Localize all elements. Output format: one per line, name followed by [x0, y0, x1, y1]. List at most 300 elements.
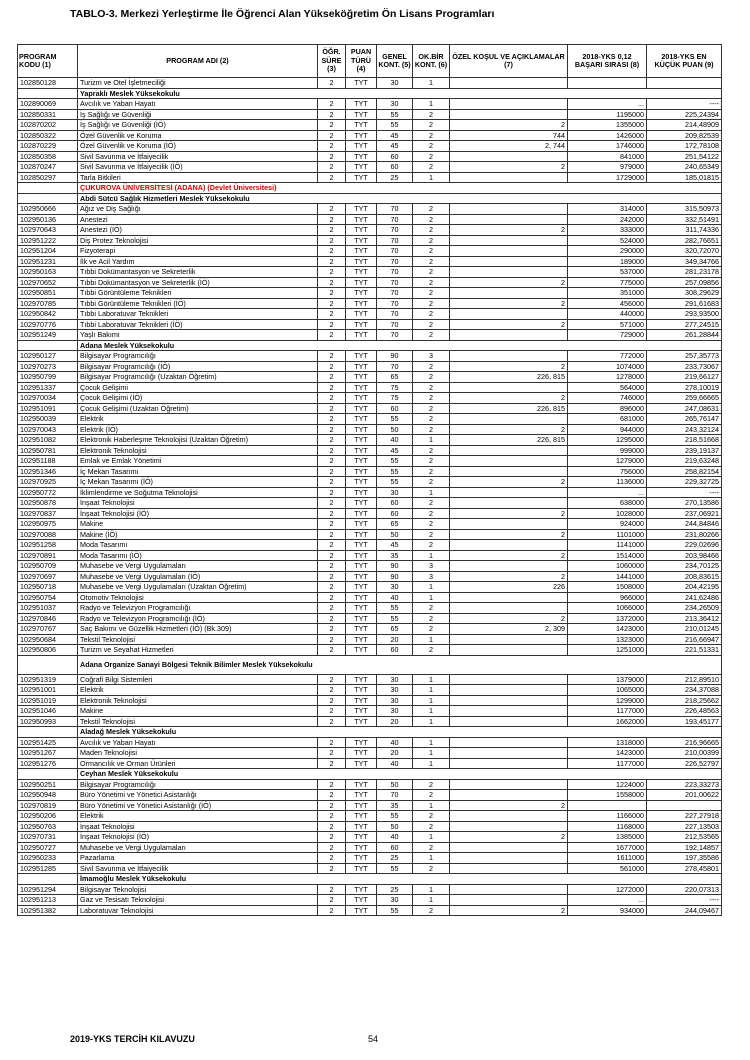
- general-quota-cell: 20: [377, 748, 413, 759]
- program-code-cell: 102951082: [18, 435, 78, 446]
- program-name-cell: İnşaat Teknolojisi (İÖ): [78, 832, 318, 843]
- general-quota-cell: 20: [377, 716, 413, 727]
- program-name-cell: Makine: [78, 519, 318, 530]
- general-quota-cell: 65: [377, 624, 413, 635]
- program-code-cell: 102970273: [18, 361, 78, 372]
- table-row: [18, 172, 722, 183]
- general-quota-cell: 55: [377, 905, 413, 916]
- program-code-cell: 102951267: [18, 748, 78, 759]
- conditions-cell: [450, 466, 568, 477]
- score-type-cell: TYT: [346, 716, 377, 727]
- program-code-cell: 102950842: [18, 309, 78, 320]
- score-type-cell: TYT: [346, 477, 377, 488]
- general-quota-cell: 45: [377, 540, 413, 551]
- program-name-cell: Sivil Savunma ve İtfaiyecilik: [78, 863, 318, 874]
- duration-cell: 2: [318, 895, 346, 906]
- rank-cell: 1508000: [568, 582, 647, 593]
- general-quota-cell: 70: [377, 214, 413, 225]
- header-ok-quota: OK.BİR KONT. (6): [413, 45, 450, 78]
- general-quota-cell: 30: [377, 685, 413, 696]
- school-name: Aladağ Meslek Yüksekokulu: [78, 727, 722, 738]
- rank-cell: 1166000: [568, 811, 647, 822]
- ok-quota-cell: 2: [413, 235, 450, 246]
- header-score-type: PUAN TÜRÜ (4): [346, 45, 377, 78]
- program-code-cell: 102970043: [18, 424, 78, 435]
- ok-quota-cell: 3: [413, 571, 450, 582]
- score-type-cell: TYT: [346, 645, 377, 656]
- score-type-cell: TYT: [346, 748, 377, 759]
- duration-cell: 2: [318, 298, 346, 309]
- table-row: [18, 645, 722, 656]
- duration-cell: 2: [318, 540, 346, 551]
- min-score-cell: [647, 800, 722, 811]
- table-row: [18, 811, 722, 822]
- duration-cell: 2: [318, 109, 346, 120]
- min-score-cell: 234,37088: [647, 685, 722, 696]
- min-score-cell: 251,54122: [647, 151, 722, 162]
- program-name-cell: İnşaat Teknolojisi (İÖ): [78, 508, 318, 519]
- score-type-cell: TYT: [346, 800, 377, 811]
- conditions-cell: 226: [450, 582, 568, 593]
- conditions-cell: [450, 519, 568, 530]
- table-row: [18, 309, 722, 320]
- min-score-cell: 226,48563: [647, 706, 722, 717]
- table-row: [18, 235, 722, 246]
- conditions-cell: [450, 445, 568, 456]
- ok-quota-cell: 2: [413, 130, 450, 141]
- ok-quota-cell: 2: [413, 246, 450, 257]
- score-type-cell: TYT: [346, 821, 377, 832]
- general-quota-cell: 40: [377, 758, 413, 769]
- score-type-cell: TYT: [346, 393, 377, 404]
- conditions-cell: [450, 267, 568, 278]
- ok-quota-cell: 2: [413, 456, 450, 467]
- general-quota-cell: 40: [377, 832, 413, 843]
- score-type-cell: TYT: [346, 487, 377, 498]
- general-quota-cell: 45: [377, 445, 413, 456]
- score-type-cell: TYT: [346, 403, 377, 414]
- general-quota-cell: 70: [377, 790, 413, 801]
- rank-cell: 775000: [568, 277, 647, 288]
- ok-quota-cell: 1: [413, 634, 450, 645]
- min-score-cell: 234,70125: [647, 561, 722, 572]
- min-score-cell: 233,73067: [647, 361, 722, 372]
- conditions-cell: 2, 744: [450, 141, 568, 152]
- rank-cell: 756000: [568, 466, 647, 477]
- score-type-cell: TYT: [346, 832, 377, 843]
- program-code-cell: 102951276: [18, 758, 78, 769]
- general-quota-cell: 50: [377, 779, 413, 790]
- table-row: [18, 435, 722, 446]
- conditions-cell: [450, 603, 568, 614]
- rank-cell: 1385000: [568, 832, 647, 843]
- duration-cell: 2: [318, 414, 346, 425]
- conditions-cell: 226, 815: [450, 403, 568, 414]
- conditions-cell: 2: [450, 550, 568, 561]
- duration-cell: 2: [318, 508, 346, 519]
- ok-quota-cell: 2: [413, 403, 450, 414]
- program-code-cell: 102950993: [18, 716, 78, 727]
- program-code-cell: 102951037: [18, 603, 78, 614]
- score-type-cell: TYT: [346, 466, 377, 477]
- school-heading-row: [18, 88, 722, 99]
- score-type-cell: TYT: [346, 582, 377, 593]
- conditions-cell: [450, 414, 568, 425]
- score-type-cell: TYT: [346, 172, 377, 183]
- rank-cell: 571000: [568, 319, 647, 330]
- general-quota-cell: 70: [377, 267, 413, 278]
- rank-cell: 1177000: [568, 706, 647, 717]
- program-name-cell: Anestezi: [78, 214, 318, 225]
- table-row: [18, 225, 722, 236]
- min-score-cell: ----: [647, 487, 722, 498]
- min-score-cell: 237,06921: [647, 508, 722, 519]
- rank-cell: 1177000: [568, 758, 647, 769]
- score-type-cell: TYT: [346, 309, 377, 320]
- table-row: [18, 790, 722, 801]
- conditions-cell: [450, 821, 568, 832]
- conditions-cell: 2: [450, 120, 568, 131]
- ok-quota-cell: 2: [413, 645, 450, 656]
- school-heading-row: [18, 655, 722, 674]
- rank-cell: 333000: [568, 225, 647, 236]
- score-type-cell: TYT: [346, 288, 377, 299]
- duration-cell: 2: [318, 256, 346, 267]
- program-name-cell: Fizyoterapi: [78, 246, 318, 257]
- ok-quota-cell: 2: [413, 151, 450, 162]
- rank-cell: [568, 800, 647, 811]
- conditions-cell: [450, 204, 568, 215]
- table-row: [18, 748, 722, 759]
- conditions-cell: [450, 706, 568, 717]
- rank-cell: 1426000: [568, 130, 647, 141]
- duration-cell: 2: [318, 225, 346, 236]
- table-row: [18, 298, 722, 309]
- ok-quota-cell: 2: [413, 790, 450, 801]
- ok-quota-cell: 2: [413, 109, 450, 120]
- duration-cell: 2: [318, 842, 346, 853]
- table-row: [18, 141, 722, 152]
- program-name-cell: İnşaat Teknolojisi: [78, 498, 318, 509]
- table-row: [18, 424, 722, 435]
- ok-quota-cell: 3: [413, 561, 450, 572]
- program-code-cell: 102951001: [18, 685, 78, 696]
- min-score-cell: 229,02696: [647, 540, 722, 551]
- rank-cell: 1323000: [568, 634, 647, 645]
- conditions-cell: [450, 790, 568, 801]
- table-row: [18, 267, 722, 278]
- conditions-cell: [450, 172, 568, 183]
- university-heading-row: [18, 183, 722, 194]
- program-code-cell: 102950709: [18, 561, 78, 572]
- program-name-cell: Anestezi (İÖ): [78, 225, 318, 236]
- empty-code-cell: [18, 88, 78, 99]
- score-type-cell: TYT: [346, 498, 377, 509]
- ok-quota-cell: 1: [413, 748, 450, 759]
- duration-cell: 2: [318, 330, 346, 341]
- general-quota-cell: 70: [377, 235, 413, 246]
- conditions-cell: 2: [450, 319, 568, 330]
- duration-cell: 2: [318, 309, 346, 320]
- general-quota-cell: 30: [377, 582, 413, 593]
- score-type-cell: TYT: [346, 519, 377, 530]
- conditions-cell: 2: [450, 571, 568, 582]
- conditions-cell: [450, 498, 568, 509]
- min-score-cell: 257,35773: [647, 351, 722, 362]
- score-type-cell: TYT: [346, 256, 377, 267]
- rank-cell: 456000: [568, 298, 647, 309]
- conditions-cell: 2: [450, 277, 568, 288]
- duration-cell: 2: [318, 571, 346, 582]
- general-quota-cell: 55: [377, 109, 413, 120]
- table-row: [18, 78, 722, 89]
- min-score-cell: 308,29629: [647, 288, 722, 299]
- min-score-cell: 293,93500: [647, 309, 722, 320]
- conditions-cell: [450, 634, 568, 645]
- conditions-cell: [450, 853, 568, 864]
- duration-cell: 2: [318, 748, 346, 759]
- program-name-cell: Bilgisayar Programcılığı (Uzaktan Öğretim): [78, 372, 318, 383]
- min-score-cell: 212,53565: [647, 832, 722, 843]
- program-code-cell: 102870202: [18, 120, 78, 131]
- rank-cell: 681000: [568, 414, 647, 425]
- score-type-cell: TYT: [346, 561, 377, 572]
- rank-cell: 314000: [568, 204, 647, 215]
- table-row: [18, 487, 722, 498]
- duration-cell: 2: [318, 435, 346, 446]
- score-type-cell: TYT: [346, 225, 377, 236]
- rank-cell: 979000: [568, 162, 647, 173]
- program-code-cell: 102950799: [18, 372, 78, 383]
- rank-cell: 1066000: [568, 603, 647, 614]
- duration-cell: 2: [318, 162, 346, 173]
- duration-cell: 2: [318, 466, 346, 477]
- general-quota-cell: 70: [377, 256, 413, 267]
- table-row: [18, 758, 722, 769]
- ok-quota-cell: 1: [413, 884, 450, 895]
- table-row: [18, 603, 722, 614]
- score-type-cell: TYT: [346, 246, 377, 257]
- min-score-cell: 219,66127: [647, 372, 722, 383]
- duration-cell: 2: [318, 498, 346, 509]
- rank-cell: 189000: [568, 256, 647, 267]
- min-score-cell: 212,89510: [647, 674, 722, 685]
- general-quota-cell: 45: [377, 130, 413, 141]
- program-code-cell: 102950727: [18, 842, 78, 853]
- duration-cell: 2: [318, 790, 346, 801]
- conditions-cell: 2: [450, 529, 568, 540]
- duration-cell: 2: [318, 716, 346, 727]
- program-name-cell: Tıbbi Dokümantasyon ve Sekreterlik (İÖ): [78, 277, 318, 288]
- rank-cell: 1662000: [568, 716, 647, 727]
- ok-quota-cell: 1: [413, 435, 450, 446]
- program-name-cell: Sivil Savunma ve İtfaiyecilik (İÖ): [78, 162, 318, 173]
- rank-cell: 564000: [568, 382, 647, 393]
- rank-cell: ...: [568, 99, 647, 110]
- general-quota-cell: 30: [377, 895, 413, 906]
- min-score-cell: 227,27918: [647, 811, 722, 822]
- conditions-cell: 2: [450, 800, 568, 811]
- rank-cell: 924000: [568, 519, 647, 530]
- duration-cell: 2: [318, 863, 346, 874]
- general-quota-cell: 55: [377, 120, 413, 131]
- table-row: [18, 592, 722, 603]
- min-score-cell: ----: [647, 895, 722, 906]
- table-row: [18, 842, 722, 853]
- program-name-cell: Bilgisayar Teknolojisi: [78, 884, 318, 895]
- rank-cell: 999000: [568, 445, 647, 456]
- conditions-cell: [450, 758, 568, 769]
- conditions-cell: 2: [450, 905, 568, 916]
- score-type-cell: TYT: [346, 779, 377, 790]
- score-type-cell: TYT: [346, 811, 377, 822]
- score-type-cell: TYT: [346, 330, 377, 341]
- ok-quota-cell: 1: [413, 895, 450, 906]
- general-quota-cell: 60: [377, 498, 413, 509]
- page-title: TABLO-3. Merkezi Yerleştirme İle Öğrenci Alan Yükseköğretim Ön Lisans Programları: [70, 8, 495, 20]
- program-name-cell: Makine: [78, 706, 318, 717]
- program-code-cell: 102970837: [18, 508, 78, 519]
- program-code-cell: 102951204: [18, 246, 78, 257]
- program-name-cell: Tekstil Teknolojisi: [78, 634, 318, 645]
- table-row: [18, 498, 722, 509]
- general-quota-cell: 70: [377, 309, 413, 320]
- ok-quota-cell: 2: [413, 424, 450, 435]
- general-quota-cell: 70: [377, 246, 413, 257]
- duration-cell: 2: [318, 424, 346, 435]
- program-name-cell: Sivil Savunma ve İtfaiyecilik: [78, 151, 318, 162]
- score-type-cell: TYT: [346, 414, 377, 425]
- rank-cell: 1372000: [568, 613, 647, 624]
- program-code-cell: 102951294: [18, 884, 78, 895]
- conditions-cell: [450, 645, 568, 656]
- ok-quota-cell: 1: [413, 99, 450, 110]
- duration-cell: 2: [318, 141, 346, 152]
- general-quota-cell: 70: [377, 319, 413, 330]
- program-code-cell: 102970643: [18, 225, 78, 236]
- rank-cell: 1441000: [568, 571, 647, 582]
- program-name-cell: Otomotiv Teknolojisi: [78, 592, 318, 603]
- general-quota-cell: 70: [377, 330, 413, 341]
- duration-cell: 2: [318, 884, 346, 895]
- program-code-cell: 102850297: [18, 172, 78, 183]
- rank-cell: 772000: [568, 351, 647, 362]
- duration-cell: 2: [318, 487, 346, 498]
- duration-cell: 2: [318, 592, 346, 603]
- duration-cell: 2: [318, 382, 346, 393]
- min-score-cell: 221,51331: [647, 645, 722, 656]
- header-program-code: PROGRAM KODU (1): [18, 45, 78, 78]
- university-name: ÇUKUROVA ÜNİVERSİTESİ (ADANA) (Devlet Üniversitesi): [78, 183, 722, 194]
- score-type-cell: TYT: [346, 758, 377, 769]
- ok-quota-cell: 1: [413, 172, 450, 183]
- conditions-cell: [450, 540, 568, 551]
- min-score-cell: 261,28844: [647, 330, 722, 341]
- duration-cell: 2: [318, 235, 346, 246]
- header-duration: ÖĞR. SÜRE (3): [318, 45, 346, 78]
- conditions-cell: 2: [450, 225, 568, 236]
- program-code-cell: 102951231: [18, 256, 78, 267]
- rank-cell: 1611000: [568, 853, 647, 864]
- ok-quota-cell: 2: [413, 466, 450, 477]
- rank-cell: 746000: [568, 393, 647, 404]
- conditions-cell: [450, 592, 568, 603]
- empty-code-cell: [18, 874, 78, 885]
- ok-quota-cell: 1: [413, 550, 450, 561]
- ok-quota-cell: 2: [413, 498, 450, 509]
- duration-cell: 2: [318, 288, 346, 299]
- general-quota-cell: 40: [377, 435, 413, 446]
- conditions-cell: 2: [450, 613, 568, 624]
- rank-cell: 1074000: [568, 361, 647, 372]
- min-score-cell: 278,45801: [647, 863, 722, 874]
- rank-cell: 1355000: [568, 120, 647, 131]
- min-score-cell: 213,36412: [647, 613, 722, 624]
- score-type-cell: TYT: [346, 508, 377, 519]
- duration-cell: 2: [318, 172, 346, 183]
- program-name-cell: Diş Protez Teknolojisi: [78, 235, 318, 246]
- empty-code-cell: [18, 727, 78, 738]
- program-code-cell: 102951019: [18, 695, 78, 706]
- score-type-cell: TYT: [346, 298, 377, 309]
- ok-quota-cell: 1: [413, 716, 450, 727]
- conditions-cell: [450, 351, 568, 362]
- ok-quota-cell: 1: [413, 685, 450, 696]
- program-code-cell: 102970891: [18, 550, 78, 561]
- program-name-cell: Elektrik: [78, 685, 318, 696]
- table-row: [18, 109, 722, 120]
- program-name-cell: Muhasebe ve Vergi Uygulamaları (Uzaktan Öğretim): [78, 582, 318, 593]
- duration-cell: 2: [318, 277, 346, 288]
- rank-cell: 934000: [568, 905, 647, 916]
- score-type-cell: TYT: [346, 895, 377, 906]
- general-quota-cell: 60: [377, 162, 413, 173]
- duration-cell: 2: [318, 853, 346, 864]
- min-score-cell: 216,66947: [647, 634, 722, 645]
- school-heading-row: [18, 727, 722, 738]
- duration-cell: 2: [318, 779, 346, 790]
- score-type-cell: TYT: [346, 141, 377, 152]
- rank-cell: 440000: [568, 309, 647, 320]
- min-score-cell: 247,08631: [647, 403, 722, 414]
- table-row: [18, 162, 722, 173]
- program-code-cell: 102950718: [18, 582, 78, 593]
- score-type-cell: TYT: [346, 372, 377, 383]
- rank-cell: 242000: [568, 214, 647, 225]
- program-code-cell: 102950684: [18, 634, 78, 645]
- program-code-cell: 102970776: [18, 319, 78, 330]
- general-quota-cell: 60: [377, 151, 413, 162]
- rank-cell: 1136000: [568, 477, 647, 488]
- ok-quota-cell: 2: [413, 162, 450, 173]
- min-score-cell: 223,33273: [647, 779, 722, 790]
- program-code-cell: 102951382: [18, 905, 78, 916]
- score-type-cell: TYT: [346, 603, 377, 614]
- program-code-cell: 102951188: [18, 456, 78, 467]
- program-code-cell: 102970846: [18, 613, 78, 624]
- school-heading-row: [18, 340, 722, 351]
- program-code-cell: 102950666: [18, 204, 78, 215]
- table-row: [18, 863, 722, 874]
- school-name: Adana Meslek Yüksekokulu: [78, 340, 722, 351]
- min-score-cell: 210,00399: [647, 748, 722, 759]
- min-score-cell: 209,82539: [647, 130, 722, 141]
- program-code-cell: 102951425: [18, 737, 78, 748]
- conditions-cell: [450, 674, 568, 685]
- program-name-cell: İç Mekan Tasarımı (İÖ): [78, 477, 318, 488]
- table-row: [18, 151, 722, 162]
- conditions-cell: [450, 716, 568, 727]
